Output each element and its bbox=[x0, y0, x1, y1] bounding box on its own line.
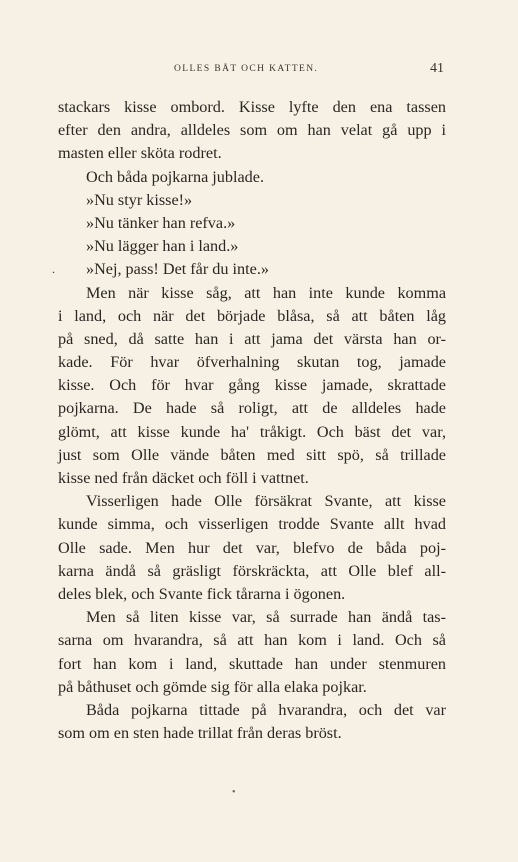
text-line: glömt, att kisse kunde ha' tråkigt. Och bäst det var, bbox=[58, 422, 446, 441]
text-line: Men när kisse såg, att han inte kunde komma bbox=[86, 283, 446, 302]
text-line: kisse. Och för hvar gång kisse jamade, skrattade bbox=[58, 376, 446, 395]
text-line: på båthuset och gömde sig för alla elaka pojkar. bbox=[58, 677, 367, 696]
body-text bbox=[52, 96, 446, 745]
text-line: på sned, då satte han i att jama det värsta han or- bbox=[58, 329, 446, 348]
text-line: Men så liten kisse var, så surrade han ändå tas- bbox=[86, 608, 446, 627]
text-line: masten eller sköta rodret. bbox=[58, 144, 222, 163]
text-line: »Nu lägger han i land.» bbox=[86, 237, 239, 256]
text-line: stackars kisse ombord. Kisse lyfte den ena tassen bbox=[58, 98, 446, 116]
text-line: i land, och när det började blåsa, så att båten låg bbox=[58, 306, 446, 325]
text-line: sarna om hvarandra, så att han kom i land. Och så bbox=[58, 631, 446, 650]
margin-mark: . bbox=[52, 262, 55, 277]
text-line: »Nu tänker han refva.» bbox=[86, 213, 236, 232]
page-header bbox=[56, 61, 444, 80]
text-line: som om en sten hade trillat från deras bröst. bbox=[58, 724, 342, 743]
text-line: kade. För hvar öfverhalning skutan tog, jamade bbox=[58, 353, 446, 372]
footer-mark: • bbox=[232, 787, 236, 798]
text-line: Olle sade. Men hur det var, blefvo de båda poj- bbox=[58, 538, 446, 557]
running-title: OLLES BÅT OCH KATTEN. bbox=[174, 64, 319, 74]
text-line: »Nej, pass! Det får du inte.» bbox=[86, 260, 269, 279]
page-number: 41 bbox=[430, 61, 444, 76]
text-line: »Nu styr kisse!» bbox=[86, 190, 193, 209]
text-line: deles blek, och Svante fick tårarna i ögonen. bbox=[58, 584, 346, 603]
text-line: just som Olle vände båten med sitt spö, så trillade bbox=[58, 445, 446, 464]
text-line: efter den andra, alldeles som om han velat gå upp i bbox=[58, 121, 446, 140]
text-line: Båda pojkarna tittade på hvarandra, och det var bbox=[86, 700, 446, 719]
text-line: Och båda pojkarna jublade. bbox=[86, 167, 264, 186]
text-line: fort han kom i land, skuttade han under stenmuren bbox=[58, 654, 446, 673]
text-line: karna ändå så gräsligt förskräckta, att Olle blef all- bbox=[58, 561, 446, 580]
text-line: kisse ned från däcket och föll i vattnet. bbox=[58, 469, 309, 487]
text-line: kunde simma, och visserligen trodde Svante allt hvad bbox=[58, 515, 446, 534]
text-line: pojkarna. De hade så roligt, att de alldeles hade bbox=[58, 399, 446, 418]
text-line: Visserligen hade Olle försäkrat Svante, att kisse bbox=[86, 492, 446, 511]
text-line-with-mark bbox=[52, 258, 446, 281]
